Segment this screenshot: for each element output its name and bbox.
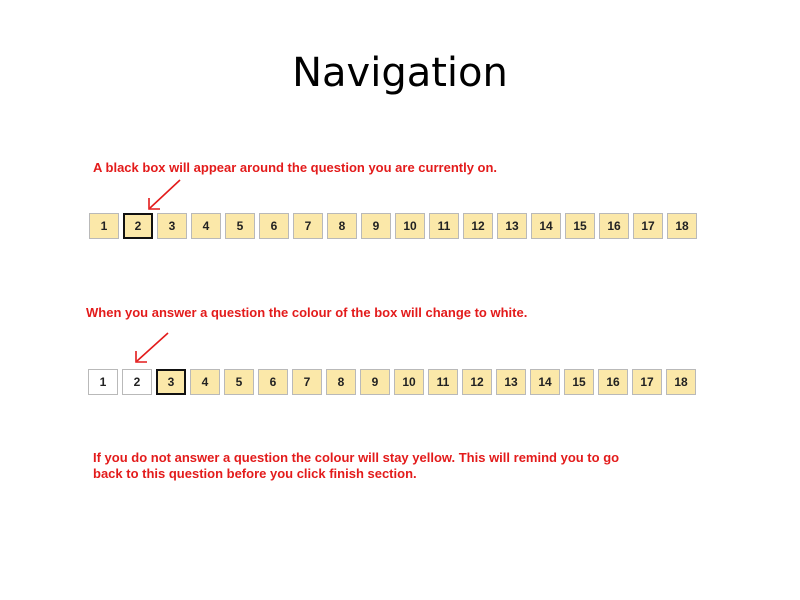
question-box-16[interactable]: 16 [599,213,629,239]
question-box-5[interactable]: 5 [225,213,255,239]
question-box-10[interactable]: 10 [394,369,424,395]
note-line: back to this question before you click finish section. [93,466,417,481]
red-arrow-icon [129,330,173,366]
note-unanswered-question [93,450,619,482]
question-navigation-bar-current [89,213,697,239]
question-box-15[interactable]: 15 [564,369,594,395]
question-box-13[interactable]: 13 [497,213,527,239]
question-box-3[interactable]: 3 [157,213,187,239]
red-arrow-icon [140,176,184,214]
question-box-10[interactable]: 10 [395,213,425,239]
question-box-15[interactable]: 15 [565,213,595,239]
question-box-12[interactable]: 12 [462,369,492,395]
question-box-17[interactable]: 17 [633,213,663,239]
question-box-4[interactable]: 4 [191,213,221,239]
question-box-17[interactable]: 17 [632,369,662,395]
question-box-14[interactable]: 14 [531,213,561,239]
question-navigation-bar-answered [88,369,696,395]
question-box-9[interactable]: 9 [361,213,391,239]
question-box-4[interactable]: 4 [190,369,220,395]
question-box-13[interactable]: 13 [496,369,526,395]
question-box-2[interactable]: 2 [122,369,152,395]
note-current-question: A black box will appear around the question you are currently on. [93,160,498,175]
question-box-1[interactable]: 1 [88,369,118,395]
question-box-11[interactable]: 11 [428,369,458,395]
question-box-1[interactable]: 1 [89,213,119,239]
question-box-9[interactable]: 9 [360,369,390,395]
question-box-6[interactable]: 6 [258,369,288,395]
question-box-3[interactable]: 3 [156,369,186,395]
question-box-7[interactable]: 7 [293,213,323,239]
question-box-7[interactable]: 7 [292,369,322,395]
question-box-18[interactable]: 18 [667,213,697,239]
question-box-2[interactable]: 2 [123,213,153,239]
question-box-8[interactable]: 8 [327,213,357,239]
note-line: If you do not answer a question the colour will stay yellow. This will remind you to go [93,450,620,465]
question-box-8[interactable]: 8 [326,369,356,395]
question-box-16[interactable]: 16 [598,369,628,395]
note-answered-question: When you answer a question the colour of the box will change to white. [86,305,528,320]
question-box-11[interactable]: 11 [429,213,459,239]
question-box-14[interactable]: 14 [530,369,560,395]
question-box-6[interactable]: 6 [259,213,289,239]
question-box-18[interactable]: 18 [666,369,696,395]
question-box-5[interactable]: 5 [224,369,254,395]
question-box-12[interactable]: 12 [463,213,493,239]
page-title: Navigation [292,50,508,96]
